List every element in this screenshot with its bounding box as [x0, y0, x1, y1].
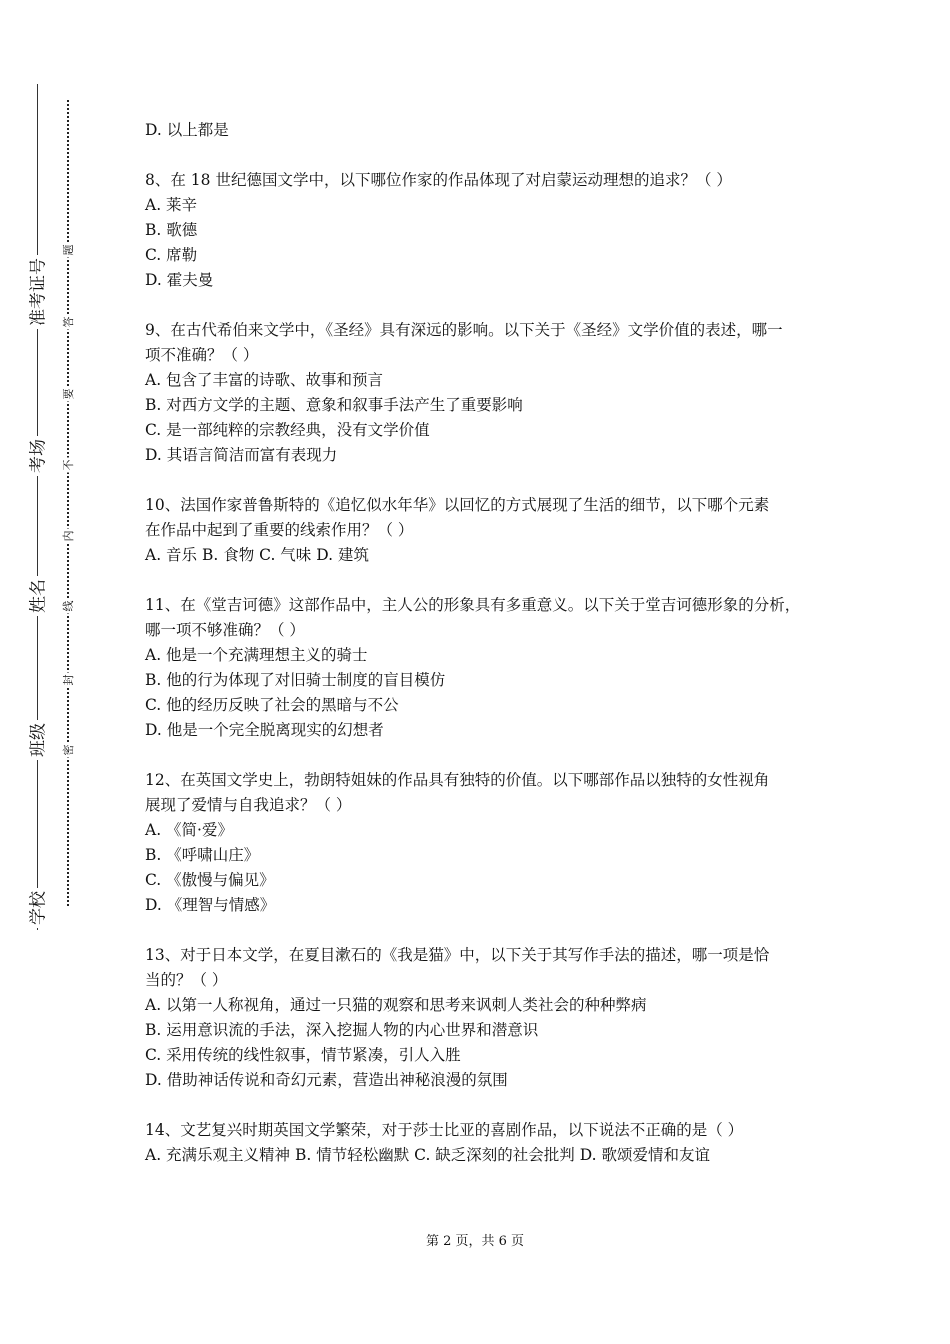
- answer-option: B. 运用意识流的手法，深入挖掘人物的内心世界和潜意识: [145, 1021, 539, 1039]
- answer-option: A. 包含了丰富的诗歌、故事和预言: [145, 371, 384, 389]
- answer-option: D. 他是一个完全脱离现实的幻想者: [145, 721, 384, 739]
- spacer: [145, 743, 825, 768]
- question-stem: 12、在英国文学史上，勃朗特姐妹的作品具有独特的价值。以下哪部作品以独特的女性视角: [145, 771, 770, 789]
- question-12: [145, 768, 825, 918]
- answer-option: A. 以第一人称视角，通过一只猫的观察和思考来讽刺人类社会的种种弊病: [145, 996, 647, 1014]
- answer-option: B. 《呼啸山庄》: [145, 846, 260, 864]
- answer-option: D. 霍夫曼: [145, 271, 214, 289]
- spacer: [145, 468, 825, 493]
- seal-char: 线: [62, 600, 75, 612]
- answer-option: C. 他的经历反映了社会的黑暗与不公: [145, 696, 399, 714]
- exam-room-field-label: 考场: [24, 436, 49, 476]
- seal-char: 答: [62, 316, 75, 328]
- previous-question-option: D. 以上都是: [145, 121, 229, 139]
- seal-char: 不: [62, 459, 75, 471]
- question-stem: 哪一项不够准确？（ ）: [145, 621, 305, 639]
- answer-option: A. 《简·爱》: [145, 821, 233, 839]
- question-stem: 14、文艺复兴时期英国文学繁荣，对于莎士比亚的喜剧作品，以下说法不正确的是（ ）: [145, 1121, 744, 1139]
- answer-option: D. 其语言简洁而富有表现力: [145, 446, 338, 464]
- seal-char: 要: [62, 388, 75, 400]
- spacer: [145, 568, 825, 593]
- answer-option: B. 他的行为体现了对旧骑士制度的盲目模仿: [145, 671, 446, 689]
- question-stem: 11、在《堂吉诃德》这部作品中，主人公的形象具有多重意义。以下关于堂吉诃德形象的分析，: [145, 596, 801, 614]
- answer-option: D. 《理智与情感》: [145, 896, 276, 914]
- question-9: [145, 318, 825, 468]
- school-field-label: 学校: [24, 888, 49, 928]
- question-stem: 13、对于日本文学，在夏目漱石的《我是猫》中，以下关于其写作手法的描述，哪一项是恰: [145, 946, 770, 964]
- question-10: [145, 493, 825, 568]
- answer-option: C. 采用传统的线性叙事，情节紧凑，引人入胜: [145, 1046, 461, 1064]
- answer-option: C. 《傲慢与偏见》: [145, 871, 275, 889]
- answer-option: C. 席勒: [145, 246, 198, 264]
- question-stem: 展现了爱情与自我追求？（ ）: [145, 796, 352, 814]
- spacer: [145, 293, 825, 318]
- answer-option: A. 他是一个充满理想主义的骑士: [145, 646, 368, 664]
- seal-dotted-line: [67, 100, 69, 906]
- question-stem: 当的？（ ）: [145, 971, 228, 989]
- spacer: [145, 143, 825, 168]
- answer-option: B. 对西方文学的主题、意象和叙事手法产生了重要影响: [145, 396, 523, 414]
- spacer: [145, 918, 825, 943]
- question-stem: 10、法国作家普鲁斯特的《追忆似水年华》以回忆的方式展现了生活的细节，以下哪个元素: [145, 496, 770, 514]
- question-stem: 9、在古代希伯来文学中，《圣经》具有深远的影响。以下关于《圣经》文学价值的表述，哪一: [145, 321, 783, 339]
- question-8: [145, 168, 825, 293]
- answer-option: A. 充满乐观主义精神 B. 情节轻松幽默 C. 缺乏深刻的社会批判 D. 歌颂爱情和友谊: [145, 1146, 710, 1164]
- class-field-label: 班级: [24, 720, 49, 760]
- question-13: [145, 943, 825, 1093]
- answer-option: C. 是一部纯粹的宗教经典，没有文学价值: [145, 421, 430, 439]
- answer-option: B. 歌德: [145, 221, 198, 239]
- spacer: [145, 1093, 825, 1118]
- admission-number-field-label: 准考证号: [24, 255, 49, 329]
- question-stem: 项不准确？（ ）: [145, 346, 259, 364]
- question-stem: 在作品中起到了重要的线索作用？（ ）: [145, 521, 414, 539]
- question-stem: 8、在 18 世纪德国文学中，以下哪位作家的作品体现了对启蒙运动理想的追求？（ ）: [145, 171, 732, 189]
- seal-char: 封: [62, 674, 75, 686]
- seal-char: 内: [62, 530, 75, 542]
- question-list: [145, 118, 825, 1168]
- question-14: [145, 1118, 825, 1168]
- name-field-label: 姓名: [24, 576, 49, 616]
- answer-option: A. 音乐 B. 食物 C. 气味 D. 建筑: [145, 546, 369, 564]
- question-11: [145, 593, 825, 743]
- binding-margin-line: [37, 84, 38, 930]
- answer-option: D. 借助神话传说和奇幻元素，营造出神秘浪漫的氛围: [145, 1071, 508, 1089]
- seal-char: 题: [62, 244, 75, 256]
- seal-char: 密: [62, 744, 75, 756]
- answer-option: A. 莱辛: [145, 196, 198, 214]
- page-footer: 第 2 页，共 6 页: [425, 1234, 525, 1249]
